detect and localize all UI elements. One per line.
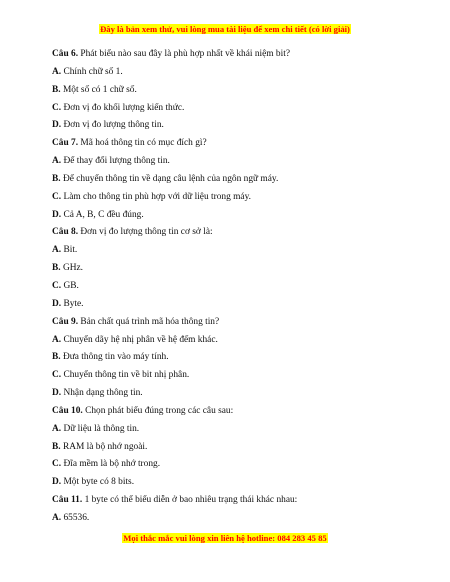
question-stem [52,314,412,332]
option-text: Đĩa mềm là bộ nhớ trong. [63,459,161,470]
question-stem [52,135,412,153]
option-text: GHz. [62,263,83,274]
option-letter: D. [52,298,62,309]
answer-option [52,474,412,492]
option-text: RAM là bộ nhớ ngoài. [62,441,148,452]
question-stem [52,403,412,421]
option-letter: B. [52,84,61,95]
answer-option [52,153,412,171]
question-stem [52,46,412,64]
answer-option [52,260,412,278]
question-number: Câu 10. [52,405,83,416]
question-text: 1 byte có thể biểu diễn ở bao nhiêu trạng thái khác nhau: [84,495,298,506]
option-text: Dữ liệu là thông tin. [63,423,140,434]
answer-option [52,456,412,474]
option-letter: B. [52,441,61,452]
question-number: Câu 8. [52,227,79,238]
option-text: Một byte có 8 bits. [63,477,135,488]
question-number: Câu 7. [52,138,79,149]
question-stem [52,224,412,242]
answer-option [52,189,412,207]
answer-option [52,367,412,385]
option-letter: C. [52,280,62,291]
option-letter: A. [52,423,62,434]
option-text: Chính chữ số 1. [63,66,123,77]
option-text: Chuyển dãy hệ nhị phân về hệ đếm khác. [63,334,218,345]
answer-option [52,296,412,314]
option-letter: A. [52,66,62,77]
option-letter: D. [52,120,62,131]
option-text: Đưa thông tin vào máy tính. [62,352,169,363]
answer-option [52,242,412,260]
option-letter: A. [52,156,62,167]
option-text: Một số có 1 chữ số. [62,84,137,95]
option-text: Đơn vị đo khối lượng kiến thức. [63,102,185,113]
option-letter: D. [52,477,62,488]
option-letter: B. [52,352,61,363]
answer-option [52,349,412,367]
option-letter: D. [52,209,62,220]
option-letter: C. [52,370,62,381]
option-text: Bit. [63,245,78,256]
option-text: 65536. [63,512,90,523]
option-text: Byte. [63,298,84,309]
question-text: Mã hoá thông tin có mục đích gì? [80,138,207,149]
answer-option [52,278,412,296]
answer-option [52,82,412,100]
question-list [52,46,412,528]
preview-notice [0,24,450,34]
option-text: Chuyển thông tin về bit nhị phân. [63,370,190,381]
hotline-notice [0,533,450,543]
option-letter: B. [52,173,61,184]
answer-option [52,171,412,189]
answer-option [52,100,412,118]
option-text: Để thay đổi lượng thông tin. [63,156,170,167]
preview-notice-text: Đây là bản xem thử, vui lòng mua tài liệu để xem chi tiết (có lời giải) [100,24,350,34]
question-stem [52,492,412,510]
question-number: Câu 11. [52,495,83,506]
option-letter: A. [52,245,62,256]
option-text: Để chuyển thông tin về dạng câu lệnh của ngôn ngữ máy. [62,173,279,184]
hotline-notice-text: Mọi thắc mắc vui lòng xin liên hệ hotline: 084 283 45 85 [123,533,327,543]
option-letter: B. [52,263,61,274]
answer-option [52,332,412,350]
option-letter: A. [52,334,62,345]
option-text: Đơn vị đo lượng thông tin. [63,120,164,131]
answer-option [52,207,412,225]
option-letter: C. [52,459,62,470]
option-text: Làm cho thông tin phù hợp với dữ liệu trong máy. [63,191,252,202]
option-letter: C. [52,102,62,113]
answer-option [52,385,412,403]
answer-option [52,421,412,439]
question-number: Câu 6. [52,49,79,59]
question-text: Phát biểu nào sau đây là phù hợp nhất về khái niệm bit? [80,49,290,59]
option-text: Cả A, B, C đều đúng. [63,209,144,220]
answer-option [52,117,412,135]
option-letter: D. [52,388,62,399]
answer-option [52,64,412,82]
answer-option [52,510,412,528]
option-letter: A. [52,512,62,523]
question-text: Bản chất quá trình mã hóa thông tin? [80,316,220,327]
option-text: Nhận dạng thông tin. [63,388,143,399]
option-text: GB. [63,280,79,291]
question-text: Chọn phát biểu đúng trong các câu sau: [85,405,234,416]
option-letter: C. [52,191,62,202]
answer-option [52,439,412,457]
question-text: Đơn vị đo lượng thông tin cơ sở là: [80,227,213,238]
question-number: Câu 9. [52,316,79,327]
